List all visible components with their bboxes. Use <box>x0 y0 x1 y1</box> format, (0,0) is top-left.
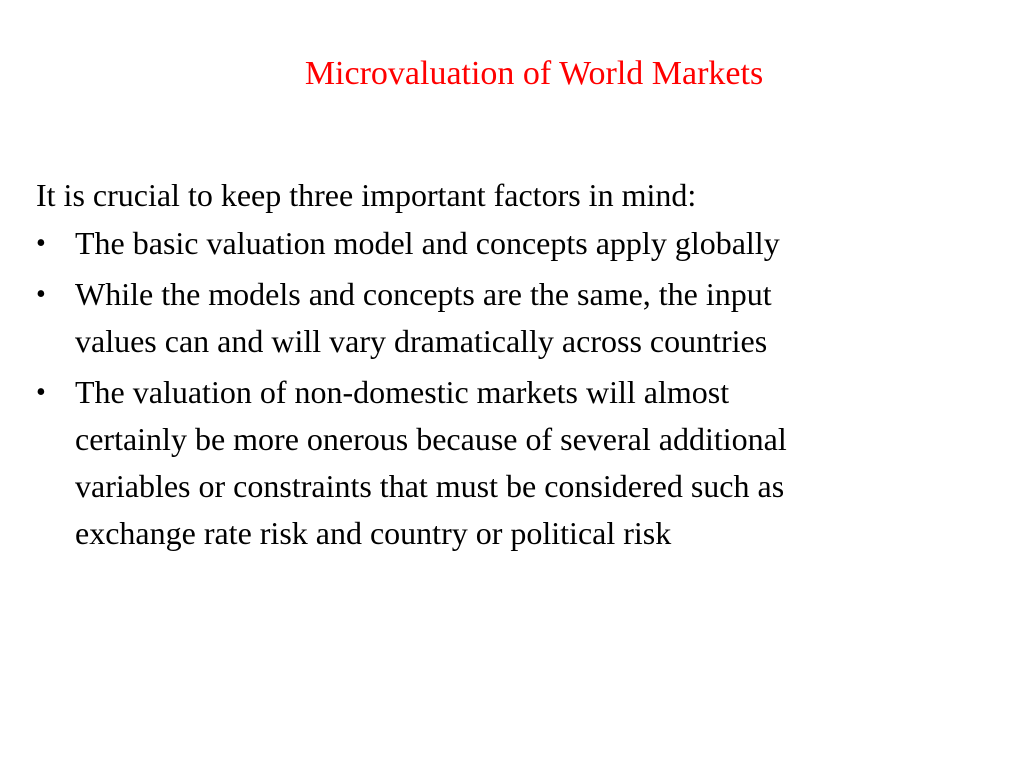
bullet-text-line: certainly be more onerous because of several additional <box>75 421 787 457</box>
bullet-item-1 <box>36 220 996 267</box>
bullet-text-line: While the models and concepts are the same, the input <box>75 276 772 312</box>
bullet-dot-icon: • <box>36 279 46 310</box>
bullet-item-2 <box>36 271 996 365</box>
bullet-dot-icon: • <box>36 377 46 408</box>
bullet-text-line: The basic valuation model and concepts apply globally <box>75 225 780 261</box>
bullet-item-3 <box>36 369 996 557</box>
bullet-dot-icon: • <box>36 228 46 259</box>
intro-text: It is crucial to keep three important factors in mind: <box>36 177 697 213</box>
slide-title: Microvaluation of World Markets <box>304 55 764 92</box>
bullet-text-line: values can and will vary dramatically across countries <box>75 323 768 359</box>
bullet-list <box>36 220 996 557</box>
slide-body <box>36 174 996 557</box>
bullet-text-line: variables or constraints that must be considered such as <box>75 468 785 504</box>
bullet-text-line: exchange rate risk and country or political risk <box>75 515 672 551</box>
bullet-text-line: The valuation of non-domestic markets will almost <box>75 374 730 410</box>
